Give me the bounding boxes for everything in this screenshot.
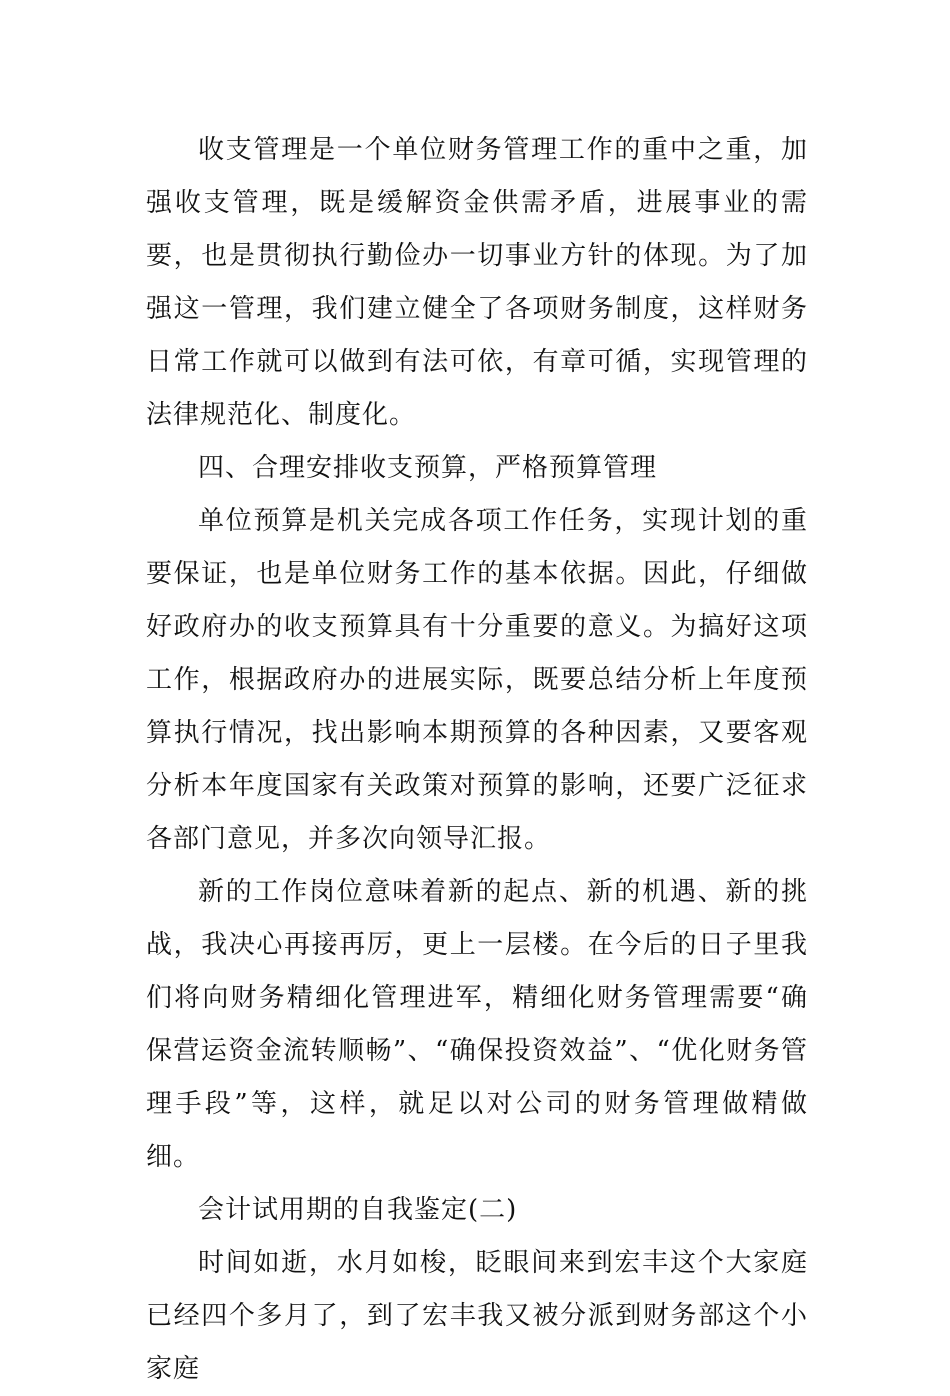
section-heading-budget: 四、合理安排收支预算，严格预算管理 (198, 453, 658, 483)
paragraph-new-position: 新的工作岗位意味着新的起点、新的机遇、新的挑战，我决心再接再厉，更上一层楼。在今后的日子里我们将向财务精细化管理进军，精细化财务管理需要“确保营运资金流转顺畅”、“确保投资效益”、“优化财务管理手段”等，这样，就足以对公司的财务管理做精做细。 (146, 877, 808, 1172)
paragraph-income-expense-management: 收支管理是一个单位财务管理工作的重中之重，加强收支管理，既是缓解资金供需矛盾，进展事业的需要，也是贯彻执行勤俭办一切事业方针的体现。为了加强这一管理，我们建立健全了各项财务制度，这样财务日常工作就可以做到有法可依，有章可循，实现管理的法律规范化、制度化。 (146, 135, 808, 430)
paragraph-time-passes: 时间如逝，水月如梭，眨眼间来到宏丰这个大家庭已经四个多月了，到了宏丰我又被分派到财务部这个小家庭 (146, 1248, 808, 1384)
paragraph-unit-budget: 单位预算是机关完成各项工作任务，实现计划的重要保证，也是单位财务工作的基本依据。因此，仔细做好政府办的收支预算具有十分重要的意义。为搞好这项工作，根据政府办的进展实际，既要总结分析上年度预算执行情况，找出影响本期预算的各种因素，又要客观分析本年度国家有关政策对预算的影响，还要广泛征求各部门意见，并多次向领导汇报。 (146, 506, 808, 854)
section-heading-self-appraisal: 会计试用期的自我鉴定(二) (198, 1195, 518, 1225)
document-body (146, 124, 808, 1396)
